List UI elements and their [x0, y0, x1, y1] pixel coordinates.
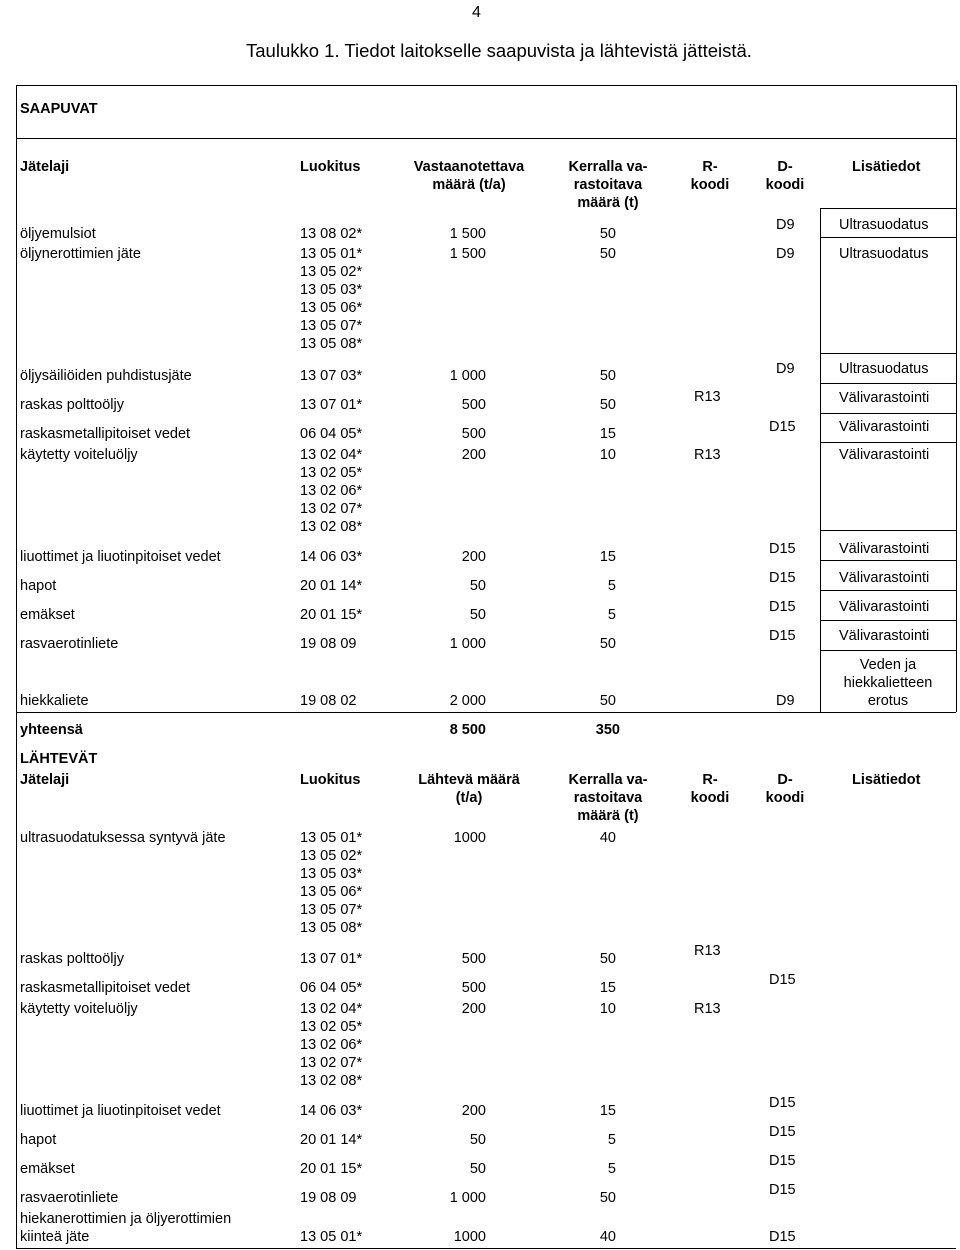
incoming-row-name: raskas polttoöljy: [20, 397, 124, 413]
incoming-row-code: 06 04 05*: [300, 426, 363, 442]
incoming-row-amount: 1 500: [449, 226, 486, 242]
incoming-row-name: öljysäiliöiden puhdistusjäte: [20, 368, 192, 384]
incoming-row-amount: 500: [461, 397, 486, 413]
info-cell-line: [820, 620, 956, 621]
incoming-row-codes: 13 02 04* 13 02 05* 13 02 06* 13 02 07* 13 02 08*: [300, 447, 363, 535]
incoming-row-storage: 10: [599, 447, 616, 463]
outgoing-row-rcode: R13: [694, 943, 721, 959]
outgoing-header-maara: Lähtevä määrä (t/a): [418, 772, 520, 806]
incoming-row-code: 14 06 03*: [300, 549, 363, 565]
outgoing-header-luokitus: Luokitus: [300, 772, 361, 788]
outgoing-row-storage: 40: [599, 830, 616, 846]
incoming-row-storage: 50: [599, 246, 616, 262]
incoming-row-storage: 5: [607, 578, 616, 594]
outgoing-row-code: 14 06 03*: [300, 1103, 363, 1119]
incoming-row-name: hiekkaliete: [20, 693, 89, 709]
outgoing-row-dcode: D15: [769, 1124, 796, 1140]
info-cell-line: [820, 530, 956, 531]
incoming-row-storage: 15: [599, 549, 616, 565]
outgoing-row-code: 19 08 09: [300, 1190, 357, 1206]
outgoing-row-code: 20 01 14*: [300, 1132, 363, 1148]
incoming-row-rcode: R13: [694, 447, 721, 463]
table-bottom-border: [16, 1248, 956, 1249]
outgoing-row-name: emäkset: [20, 1161, 75, 1177]
incoming-row-dcode: D9: [776, 361, 795, 377]
info-cell-line: [820, 208, 956, 209]
incoming-row-code: 19 08 02: [300, 693, 357, 709]
incoming-header-kerralla: Kerralla va- rastoitava määrä (t): [568, 159, 648, 211]
outgoing-row-name: rasvaerotinliete: [20, 1190, 119, 1206]
incoming-row-info: Välivarastointi: [839, 570, 930, 586]
table-left-border: [16, 85, 17, 1249]
outgoing-row-storage: 40: [599, 1229, 616, 1245]
outgoing-header-rkoodi: R- koodi: [690, 772, 730, 806]
table-caption: Taulukko 1. Tiedot laitokselle saapuvista ja lähtevistä jätteistä.: [246, 40, 752, 61]
outgoing-row-name: käytetty voiteluöljy: [20, 1001, 138, 1017]
incoming-row-name: käytetty voiteluöljy: [20, 447, 138, 463]
incoming-row-dcode: D15: [769, 628, 796, 644]
outgoing-row-storage: 10: [599, 1001, 616, 1017]
incoming-row-amount: 1 500: [449, 246, 486, 262]
incoming-row-codes: 13 05 01* 13 05 02* 13 05 03* 13 05 06* 13 05 07* 13 05 08*: [300, 246, 363, 352]
outgoing-row-amount: 500: [461, 951, 486, 967]
incoming-row-amount: 200: [461, 447, 486, 463]
outgoing-row-amount: 50: [469, 1132, 486, 1148]
incoming-row-code: 13 07 01*: [300, 397, 363, 413]
incoming-row-amount: 50: [469, 578, 486, 594]
incoming-row-amount: 2 000: [449, 693, 486, 709]
outgoing-header-jatelaji: Jätelaji: [20, 772, 70, 788]
incoming-row-name: liuottimet ja liuotinpitoiset vedet: [20, 549, 221, 565]
incoming-row-storage: 50: [599, 636, 616, 652]
incoming-row-storage: 50: [599, 397, 616, 413]
incoming-row-dcode: D9: [776, 217, 795, 233]
outgoing-row-code: 13 07 01*: [300, 951, 363, 967]
incoming-row-storage: 50: [599, 226, 616, 242]
outgoing-row-name: raskasmetallipitoiset vedet: [20, 980, 191, 996]
incoming-row-rcode: R13: [694, 389, 721, 405]
outgoing-row-name: ultrasuodatuksessa syntyvä jäte: [20, 830, 226, 846]
section-header-rule: [16, 138, 956, 139]
info-cell-line: [820, 442, 956, 443]
incoming-row-info: Ultrasuodatus: [839, 217, 929, 233]
incoming-header-lisatiedot: Lisätiedot: [852, 159, 921, 175]
incoming-row-code: 20 01 15*: [300, 607, 363, 623]
incoming-header-dkoodi: D- koodi: [765, 159, 805, 193]
outgoing-header-dkoodi: D- koodi: [765, 772, 805, 806]
incoming-row-code: 13 07 03*: [300, 368, 363, 384]
incoming-total-amount: 8 500: [449, 722, 486, 738]
outgoing-row-codes: 13 02 04* 13 02 05* 13 02 06* 13 02 07* 13 02 08*: [300, 1001, 363, 1089]
outgoing-row-storage: 5: [607, 1161, 616, 1177]
outgoing-row-storage: 50: [599, 1190, 616, 1206]
incoming-row-amount: 1 000: [449, 368, 486, 384]
incoming-row-code: 13 08 02*: [300, 226, 363, 242]
incoming-row-amount: 500: [461, 426, 486, 442]
incoming-bottom-rule: [16, 712, 956, 713]
incoming-row-name: rasvaerotinliete: [20, 636, 119, 652]
incoming-header-luokitus: Luokitus: [300, 159, 361, 175]
outgoing-row-name: hapot: [20, 1132, 57, 1148]
incoming-row-storage: 15: [599, 426, 616, 442]
outgoing-row-codes: 13 05 01* 13 05 02* 13 05 03* 13 05 06* 13 05 07* 13 05 08*: [300, 830, 363, 936]
incoming-row-code: 20 01 14*: [300, 578, 363, 594]
incoming-row-info: Välivarastointi: [839, 541, 930, 557]
outgoing-row-amount: 50: [469, 1161, 486, 1177]
incoming-row-info: Välivarastointi: [839, 628, 930, 644]
outgoing-row-code: 06 04 05*: [300, 980, 363, 996]
incoming-row-dcode: D15: [769, 419, 796, 435]
outgoing-row-dcode: D15: [769, 1153, 796, 1169]
incoming-row-name: hapot: [20, 578, 57, 594]
outgoing-row-amount: 1 000: [449, 1190, 486, 1206]
info-cell-line: [820, 237, 956, 238]
page-number: 4: [472, 4, 481, 21]
outgoing-row-amount: 1000: [453, 1229, 486, 1245]
outgoing-row-storage: 5: [607, 1132, 616, 1148]
outgoing-row-amount: 1000: [453, 830, 486, 846]
incoming-row-info: Välivarastointi: [839, 419, 930, 435]
outgoing-row-storage: 15: [599, 1103, 616, 1119]
outgoing-row-code: 13 05 01*: [300, 1229, 363, 1245]
incoming-row-dcode: D15: [769, 599, 796, 615]
incoming-row-info: Välivarastointi: [839, 599, 930, 615]
incoming-row-dcode: D15: [769, 570, 796, 586]
incoming-row-amount: 50: [469, 607, 486, 623]
info-cell-line: [820, 560, 956, 561]
outgoing-row-storage: 15: [599, 980, 616, 996]
incoming-row-storage: 5: [607, 607, 616, 623]
incoming-row-amount: 200: [461, 549, 486, 565]
incoming-header-maara: Vastaanotettava määrä (t/a): [413, 159, 525, 193]
info-cell-line: [820, 590, 956, 591]
outgoing-row-dcode: D15: [769, 972, 796, 988]
outgoing-row-dcode: D15: [769, 1095, 796, 1111]
outgoing-row-amount: 500: [461, 980, 486, 996]
incoming-row-storage: 50: [599, 368, 616, 384]
outgoing-row-code: 20 01 15*: [300, 1161, 363, 1177]
incoming-row-dcode: D9: [776, 693, 795, 709]
info-cell-line: [820, 353, 956, 354]
outgoing-row-amount: 200: [461, 1001, 486, 1017]
info-column-left-rule: [820, 208, 821, 712]
incoming-row-storage: 50: [599, 693, 616, 709]
table-right-border: [956, 85, 957, 712]
outgoing-row-name: liuottimet ja liuotinpitoiset vedet: [20, 1103, 221, 1119]
incoming-row-info: Veden ja hiekkalietteen erotus: [843, 657, 933, 709]
incoming-total-label: yhteensä: [20, 722, 83, 738]
outgoing-row-name: hiekanerottimien ja öljyerottimien kiinteä jäte: [20, 1211, 232, 1245]
incoming-row-info: Ultrasuodatus: [839, 246, 929, 262]
outgoing-row-amount: 200: [461, 1103, 486, 1119]
outgoing-row-dcode: D15: [769, 1229, 796, 1245]
incoming-header-rkoodi: R- koodi: [690, 159, 730, 193]
outgoing-row-storage: 50: [599, 951, 616, 967]
incoming-row-dcode: D9: [776, 246, 795, 262]
outgoing-header-kerralla: Kerralla va- rastoitava määrä (t): [568, 772, 648, 824]
info-cell-line: [820, 650, 956, 651]
incoming-row-info: Ultrasuodatus: [839, 361, 929, 377]
incoming-row-info: Välivarastointi: [839, 447, 930, 463]
incoming-row-amount: 1 000: [449, 636, 486, 652]
table-top-border: [16, 85, 956, 86]
incoming-row-name: emäkset: [20, 607, 75, 623]
incoming-row-name: raskasmetallipitoiset vedet: [20, 426, 191, 442]
incoming-row-name: öljyemulsiot: [20, 226, 96, 242]
incoming-total-storage: 350: [595, 722, 620, 738]
incoming-row-info: Välivarastointi: [839, 390, 930, 406]
outgoing-row-name: raskas polttoöljy: [20, 951, 124, 967]
outgoing-heading: LÄHTEVÄT: [20, 751, 98, 767]
outgoing-row-dcode: D15: [769, 1182, 796, 1198]
info-cell-line: [820, 413, 956, 414]
incoming-row-name: öljynerottimien jäte: [20, 246, 141, 262]
info-cell-line: [820, 383, 956, 384]
incoming-row-dcode: D15: [769, 541, 796, 557]
incoming-row-code: 19 08 09: [300, 636, 357, 652]
outgoing-header-lisatiedot: Lisätiedot: [852, 772, 921, 788]
outgoing-row-rcode: R13: [694, 1001, 721, 1017]
incoming-heading: SAAPUVAT: [20, 101, 98, 117]
incoming-header-jatelaji: Jätelaji: [20, 159, 70, 175]
